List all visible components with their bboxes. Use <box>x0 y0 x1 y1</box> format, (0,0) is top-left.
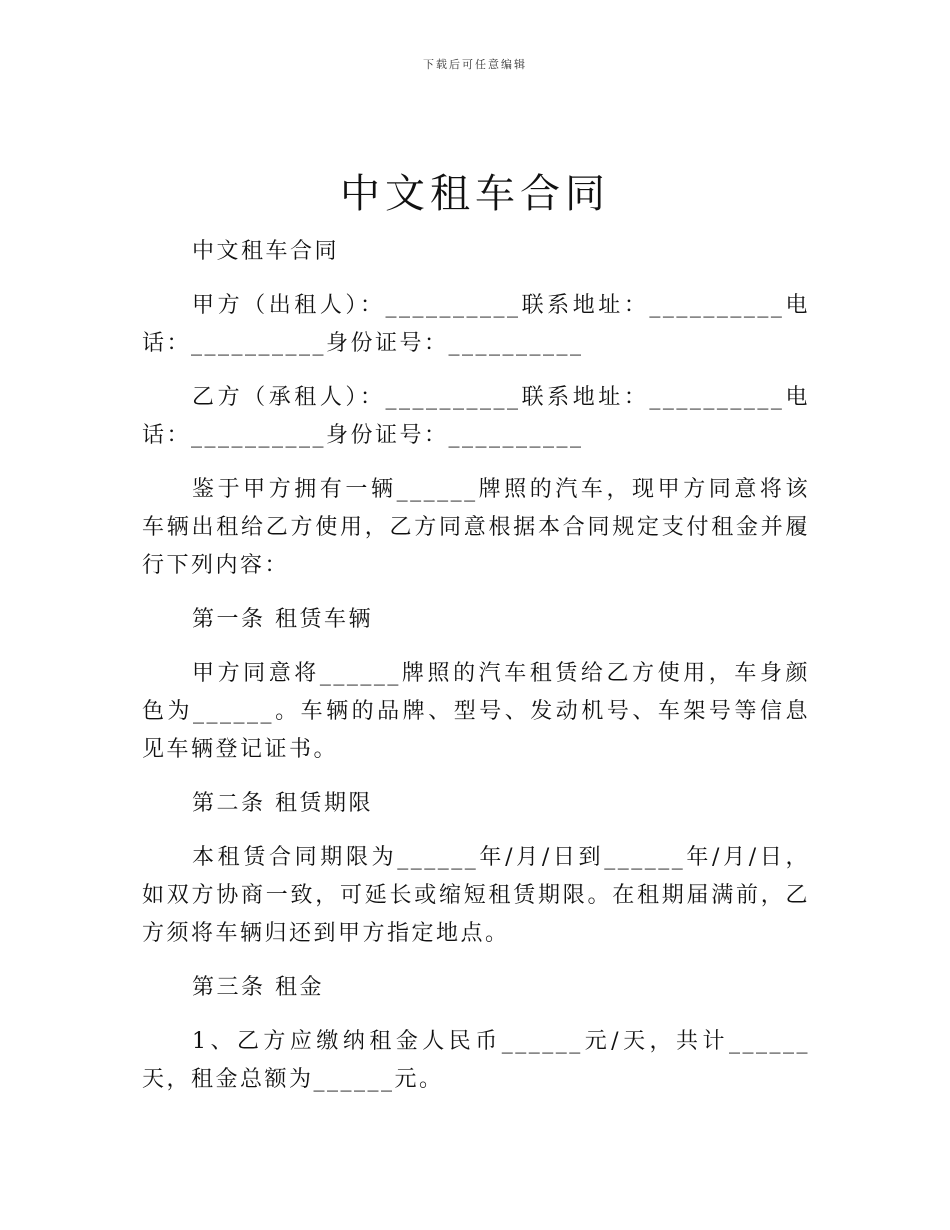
article-3-heading: 第三条 租金 <box>192 975 324 1000</box>
article-3-item-1: 1、乙方应缴纳租金人民币______元/天，共计______天，租金总额为______元。 <box>142 1029 810 1092</box>
subtitle-line: 中文租车合同 <box>192 239 340 264</box>
party-b-info: 乙方（承租人）：__________联系地址：__________电话：__________身份证号：__________ <box>142 385 810 448</box>
article-2-text: 本租赁合同期限为______年/月/日到______年/月/日，如双方协商一致，可延长或缩短租赁期限。在租期届满前，乙方须将车辆归还到甲方指定地点。 <box>142 845 810 946</box>
article-1-heading: 第一条 租赁车辆 <box>192 607 373 632</box>
preamble-paragraph: 鉴于甲方拥有一辆______牌照的汽车，现甲方同意将该车辆出租给乙方使用，乙方同意根据本合同规定支付租金并履行下列内容： <box>142 477 810 578</box>
header-note: 下载后可任意编辑 <box>423 58 527 71</box>
document-body <box>142 233 810 1115</box>
article-2-heading: 第二条 租赁期限 <box>192 791 373 816</box>
document-title: 中文租车合同 <box>340 171 610 217</box>
party-a-info: 甲方（出租人）：__________联系地址：__________电话：__________身份证号：__________ <box>142 293 810 356</box>
article-1-text: 甲方同意将______牌照的汽车租赁给乙方使用，车身颜色为______。车辆的品牌、型号、发动机号、车架号等信息见车辆登记证书。 <box>142 661 810 762</box>
